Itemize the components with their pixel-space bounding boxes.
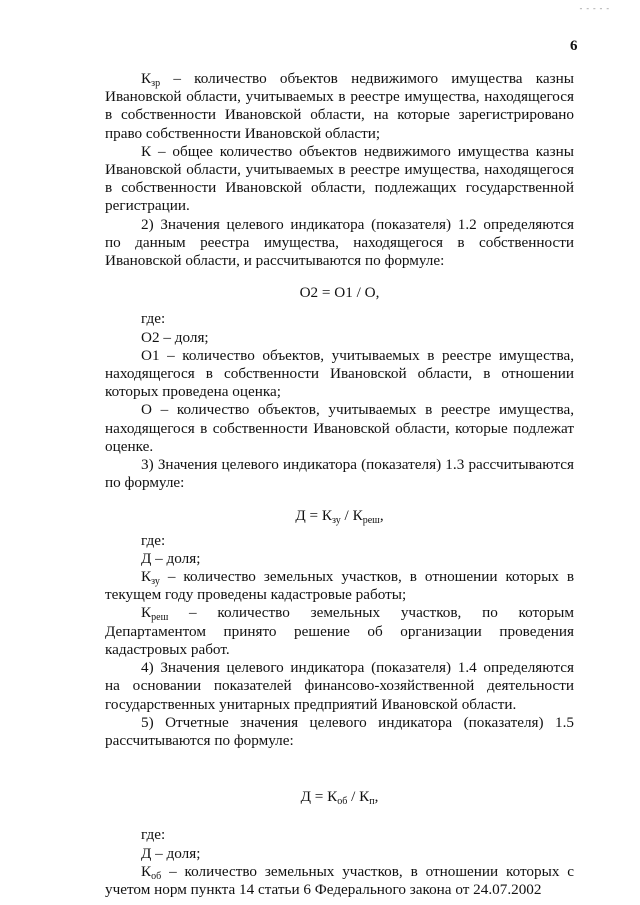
d-definition-3: Д – доля; <box>141 844 201 862</box>
kresh-definition: $К_{реш}$ – количество земельных участков, по которым Департаментом принято решение об организации проведения кадастровых работ. <box>105 604 574 658</box>
formula-d-kob: $Д = К_{об} / К_п$, <box>300 788 379 808</box>
where-label-1: где: <box>141 310 166 328</box>
formula-o2: О2 = О1 / О, <box>299 284 380 302</box>
o-definition: О – количество объектов, учитываемых в реестре имущества, находящегося в собственности Ивановской области, которые подлежат оценке. <box>105 401 574 455</box>
item-4-paragraph: 4) Значения целевого индикатора (показателя) 1.4 определяются на основании показателей финансово-хозяйственной деятельности государственных унитарных предприятий Ивановской области. <box>105 659 574 713</box>
k-definition: К – общее количество объектов недвижимого имущества казны Ивановской области, учитываемых в реестре имущества, находящегося в собственности Ивановской области, подлежащих государственной регистрации. <box>105 142 574 215</box>
item-2-paragraph: 2) Значения целевого индикатора (показателя) 1.2 определяются по данным реестра имущества, находящегося в собственности Ивановской области, и рассчитываются по формуле: <box>105 215 574 270</box>
item-5-paragraph: 5) Отчетные значения целевого индикатора (показателя) 1.5 рассчитываются по формуле: <box>105 713 574 749</box>
o2-definition: О2 – доля; <box>141 328 209 346</box>
formula-d-kzu: $Д = К_{зу} / К_{реш}$, <box>295 507 384 527</box>
kob-definition: $К_{об}$ – количество земельных участков, в отношении которых с учетом норм пункта 14 статьи 6 Федерального закона от 24.07.2002 <box>105 862 574 898</box>
d-definition-2: Д – доля; <box>141 549 201 567</box>
kzr-definition: $К_{зр}$ – количество объектов недвижимого имущества казны Ивановской области, учитываемых в реестре имущества, находящегося в собственности Ивановской области, на которые зарегистрировано право собственности Ивановской области; <box>105 70 574 142</box>
page-number: 6 <box>570 38 578 54</box>
item-3-paragraph: 3) Значения целевого индикатора (показателя) 1.3 рассчитываются по формуле: <box>105 456 574 492</box>
kzu-definition: $К_{зу}$ – количество земельных участков, в отношении которых в текущем году проведены кадастровые работы; <box>105 568 574 604</box>
scan-corner-mark: - - - - - <box>579 4 610 13</box>
where-label-3: где: <box>141 826 166 844</box>
o1-definition: О1 – количество объектов, учитываемых в реестре имущества, находящегося в собственности Ивановской области, в отношении которых проведена оценка; <box>105 346 574 401</box>
document-body <box>105 70 574 899</box>
where-label-2: где: <box>141 531 166 549</box>
